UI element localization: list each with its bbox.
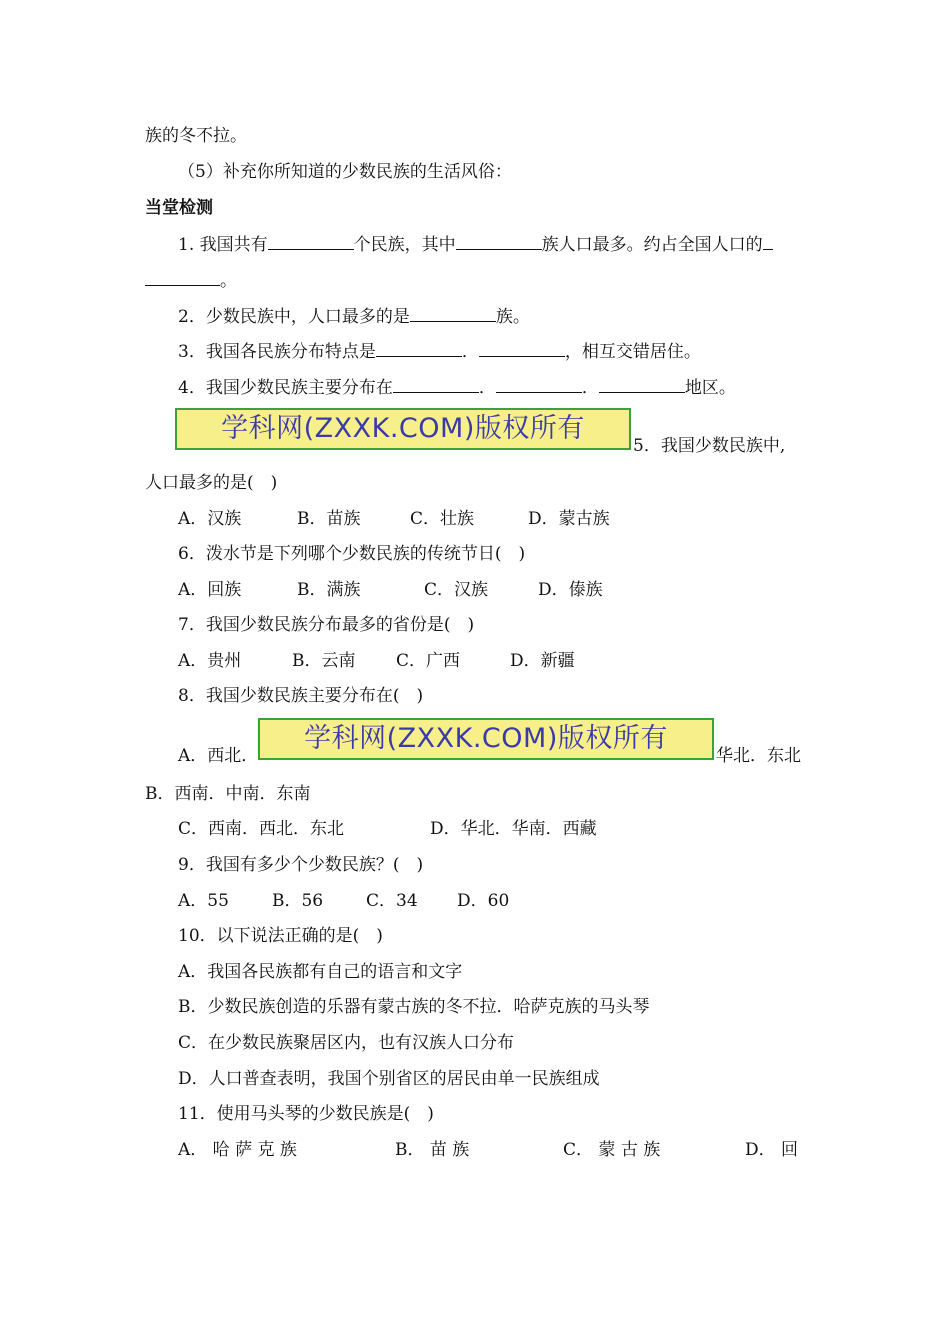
blank <box>599 374 685 393</box>
blank <box>763 231 773 250</box>
question-2 <box>178 303 530 329</box>
blank <box>479 338 565 357</box>
question-6: 6．泼水节是下列哪个少数民族的传统节日( ) <box>178 544 526 564</box>
option: B． 苗 族 <box>395 1140 470 1160</box>
q3-text: ． <box>461 342 479 362</box>
option: C．34 <box>366 891 418 911</box>
option: D．傣族 <box>538 580 603 600</box>
option: A． 哈 萨 克 族 <box>178 1140 297 1160</box>
question-7: 7．我国少数民族分布最多的省份是( ) <box>178 615 475 635</box>
watermark-banner: 学科网(ZXXK.COM)版权所有 <box>175 408 631 450</box>
option: 华北．东北 <box>716 746 801 766</box>
blank <box>496 374 582 393</box>
q1-text: 1. 我国共有 <box>178 235 268 255</box>
q4-text: 4．我国少数民族主要分布在 <box>178 378 393 398</box>
option: B．云南 <box>292 651 356 671</box>
option: B．少数民族创造的乐器有蒙古族的冬不拉．哈萨克族的马头琴 <box>178 997 650 1017</box>
option: B．满族 <box>297 580 361 600</box>
option: D． 回 <box>745 1140 799 1160</box>
option: C． 蒙 古 族 <box>563 1140 661 1160</box>
question-8: 8．我国少数民族主要分布在( ) <box>178 686 424 706</box>
option: D．人口普查表明，我国个别省区的居民由单一民族组成 <box>178 1069 600 1089</box>
option: A．回族 <box>178 580 242 600</box>
q1-text: 族人口最多。约占全国人口的 <box>541 235 763 255</box>
option: B．西南．中南．东南 <box>145 784 311 804</box>
option: C．西南．西北．东北 <box>178 819 345 839</box>
option: B．56 <box>272 891 324 911</box>
question-5-cont: 人口最多的是( ) <box>145 473 278 493</box>
question-3 <box>178 338 701 364</box>
option: D．华北．华南．西藏 <box>430 819 597 839</box>
q2-text: 族。 <box>495 307 530 327</box>
option: D．60 <box>457 891 510 911</box>
question-1 <box>178 231 773 257</box>
option: C．壮族 <box>410 509 475 529</box>
q3-text: ，相互交错居住。 <box>564 342 701 362</box>
q4-text: ． <box>581 378 599 398</box>
option: A．我国各民族都有自己的语言和文字 <box>178 962 463 982</box>
option: B．苗族 <box>297 509 361 529</box>
watermark-banner: 学科网(ZXXK.COM)版权所有 <box>258 718 714 760</box>
question-10: 10．以下说法正确的是( ) <box>178 926 383 946</box>
blank <box>393 374 479 393</box>
q4-text: ． <box>478 378 496 398</box>
question-1-cont <box>145 267 237 293</box>
blank <box>268 231 354 250</box>
question-9: 9．我国有多少个少数民族？( ) <box>178 855 424 875</box>
blank <box>410 303 496 322</box>
blank <box>456 231 542 250</box>
text-line: （5）补充你所知道的少数民族的生活风俗： <box>178 162 512 182</box>
option: D．蒙古族 <box>528 509 610 529</box>
question-4 <box>178 374 736 400</box>
text-line: 族的冬不拉。 <box>145 126 247 146</box>
option: A．汉族 <box>178 509 242 529</box>
option: D．新疆 <box>510 651 575 671</box>
q2-text: 2．少数民族中，人口最多的是 <box>178 307 410 327</box>
option: A．贵州 <box>178 651 242 671</box>
option: C．在少数民族聚居区内，也有汉族人口分布 <box>178 1033 515 1053</box>
section-heading: 当堂检测 <box>145 198 213 218</box>
q4-text: 地区。 <box>684 378 736 398</box>
q3-text: 3．我国各民族分布特点是 <box>178 342 376 362</box>
blank <box>376 338 462 357</box>
question-11: 11．使用马头琴的少数民族是( ) <box>178 1104 434 1124</box>
option: A．西北． <box>178 746 259 766</box>
option: A．55 <box>178 891 229 911</box>
blank <box>145 267 220 286</box>
question-5: 5．我国少数民族中, <box>633 436 786 456</box>
option: C．广西 <box>396 651 461 671</box>
option: C．汉族 <box>424 580 489 600</box>
q1-text: 。 <box>220 271 237 291</box>
q1-text: 个民族，其中 <box>353 235 456 255</box>
